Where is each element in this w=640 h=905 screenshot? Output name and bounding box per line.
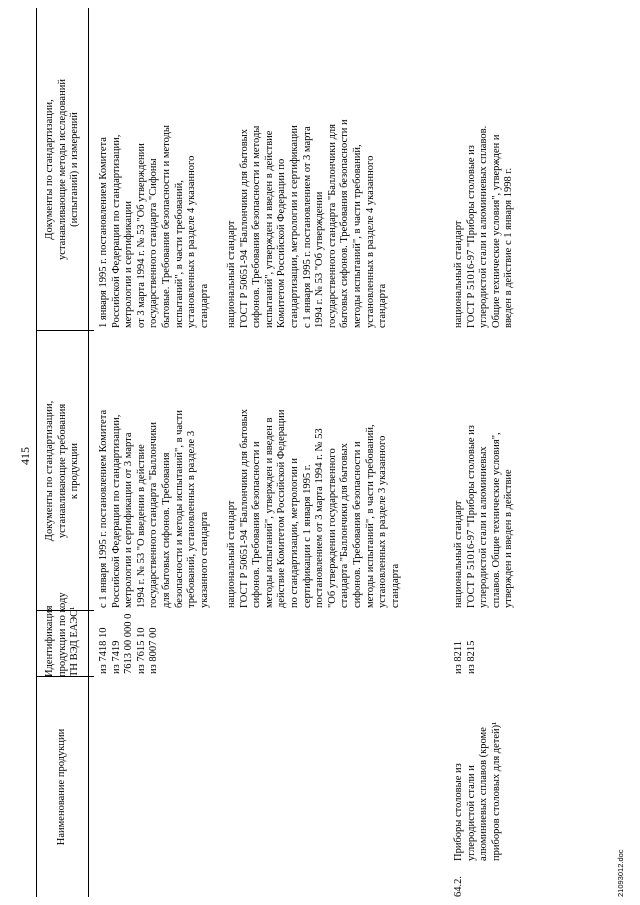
method-line: государственного стандарта "Баллончики для — [326, 124, 338, 328]
header-line: Идентификация — [44, 605, 55, 677]
req-line: сифонов. Требования безопасности и — [351, 441, 363, 608]
row2-req-block — [453, 425, 516, 608]
code-line: из 7419 — [110, 640, 122, 674]
req-line: постановлением от 3 марта 1994 г. № 53 — [314, 428, 326, 608]
req-line: "Об утверждении государственного — [326, 448, 338, 608]
req-line: методы испытаний", в части требований, — [364, 424, 376, 608]
req-line: ГОСТ Р 51016-97 "Приборы столовые из — [465, 425, 477, 608]
method-line: 1994 г. № 53 "Об утверждении — [314, 191, 326, 328]
header-line: устанавливающие методы исследований — [56, 79, 68, 260]
method-line: Российской Федерации по стандартизации, — [110, 134, 122, 328]
req-line: утвержден и введен в действие — [503, 469, 515, 608]
req-line: метрологии и сертификации от 3 марта — [123, 432, 135, 608]
row2-product-name — [453, 722, 503, 861]
req-line: указанного стандарта — [198, 511, 210, 608]
header-line: Документы по стандартизации, — [44, 99, 55, 240]
method-line: Комитетом Российской Федерации по — [276, 158, 288, 328]
name-line: углеродистой стали и — [465, 765, 477, 861]
row2-methods-block — [453, 126, 516, 328]
method-line: сифонов. Требования безопасности и методы — [251, 125, 263, 328]
name-line: Приборы столовые из — [453, 763, 464, 861]
row1-methods-block1 — [98, 125, 211, 328]
req-line: для бытовых сифонов. Требования — [160, 452, 172, 608]
method-line: установленных в разделе 4 указанного — [364, 155, 376, 328]
method-line: стандарта — [377, 283, 389, 328]
req-line: сифонов. Требования безопасности и — [251, 441, 263, 608]
code-line: из 7615 10 — [135, 627, 147, 674]
row2-codes — [453, 641, 478, 674]
req-line: действие Комитетом Российской Федерации — [276, 409, 288, 608]
row1-codes — [98, 614, 161, 674]
code-line: 7613 00 000 0 — [123, 613, 135, 674]
table-top-border — [36, 8, 37, 897]
row1-req-block1 — [98, 410, 211, 608]
req-line: методы испытаний", утвержден и введен в — [263, 417, 275, 608]
req-line: безопасности и методы испытаний", в части — [173, 410, 185, 608]
req-line: национальный стандарт — [453, 500, 464, 608]
method-line: бытовые. Требования безопасности и методы — [160, 125, 172, 328]
method-line: установленных в разделе 4 указанного — [186, 155, 198, 328]
method-line: стандарта — [198, 283, 210, 328]
req-line: требований, установленных в разделе 3 — [186, 430, 198, 608]
method-line: испытаний", в части требований, — [173, 180, 185, 328]
header-tn-ved-code — [44, 592, 82, 677]
req-line: стандарта "Баллончики для бытовых — [339, 443, 351, 608]
req-line: стандарта — [389, 563, 401, 608]
req-line: государственного стандарта "Баллончики — [148, 422, 160, 608]
code-line: из 8211 — [453, 640, 464, 674]
req-line: ГОСТ Р 50651-94 "Баллончики для бытовых — [238, 409, 250, 608]
header-line: к продукции — [69, 442, 81, 500]
header-product-name: Наименование продукции — [56, 728, 67, 846]
req-line: углеродистой стали и алюминиевых — [478, 446, 490, 608]
code-line: из 8007 00 — [148, 627, 160, 674]
code-line: из 7418 10 — [98, 627, 109, 674]
req-line: Российской Федерации по стандартизации, — [110, 414, 122, 608]
method-line: стандартизации, метрологии и сертификации — [288, 125, 300, 328]
header-requirements-docs — [44, 331, 82, 611]
row1-req-block2 — [226, 409, 402, 608]
method-line: национальный стандарт — [453, 220, 464, 328]
header-methods-docs — [44, 8, 82, 331]
method-line: 1 января 1995 г. постановлением Комитета — [98, 137, 109, 328]
req-line: по стандартизации, метрологии и — [288, 457, 300, 608]
name-line: приборов столовых для детей)¹ — [490, 721, 502, 861]
page-number: 415 — [18, 447, 32, 465]
method-line: методы испытаний", в части требований, — [351, 144, 363, 328]
header-line: продукции по коду — [56, 592, 68, 677]
req-line: установленных в разделе 3 указанного — [377, 435, 389, 608]
header-line: ТН ВЭД ЕАЭС¹ — [69, 606, 81, 677]
row1-methods-block2 — [226, 119, 390, 328]
name-line: алюминиевых сплавов (кроме — [478, 727, 490, 861]
req-line: национальный стандарт — [226, 500, 237, 608]
method-line: ГОСТ Р 51016-97 "Приборы столовые из — [465, 145, 477, 328]
footer-filename: 21093012.doc — [616, 849, 625, 897]
row2-number: 64.2. — [453, 876, 464, 897]
header-bottom-border — [88, 8, 89, 897]
method-line: от 3 марта 1994 г. № 53 "Об утверждении — [135, 143, 147, 328]
method-line: метрологии и сертификации — [123, 201, 135, 328]
header-line: Документы по стандартизации, — [44, 400, 55, 542]
method-line: испытаний", утвержден и введен в действие — [263, 130, 275, 328]
method-line: ГОСТ Р 50651-94 "Баллончики для бытовых — [238, 129, 250, 328]
method-line: углеродистой стали и алюминиевых сплавов. — [478, 125, 490, 328]
code-line: из 8215 — [465, 640, 477, 674]
method-line: Общие технические условия", утвержден и — [490, 134, 502, 328]
method-line: национальный стандарт — [226, 220, 237, 328]
method-line: с 1 января 1995 г. постановлением от 3 марта — [301, 126, 313, 328]
method-line: введен в действие с 1 января 1998 г. — [503, 167, 515, 328]
req-line: сплавов. Общие технические условия", — [490, 432, 502, 608]
req-line: 1994 г. № 53 "О введении в действие — [135, 444, 147, 608]
header-line: (испытаний) и измерений — [69, 112, 81, 227]
req-line: сертификации с 1 января 1995 г. — [301, 464, 313, 608]
method-line: бытовых сифонов. Требования безопасности и — [339, 119, 351, 328]
header-line: устанавливающие требования — [56, 403, 68, 539]
req-line: с 1 января 1995 г. постановлением Комитета — [98, 409, 109, 608]
method-line: государственного стандарта "Сифоны — [148, 158, 160, 328]
